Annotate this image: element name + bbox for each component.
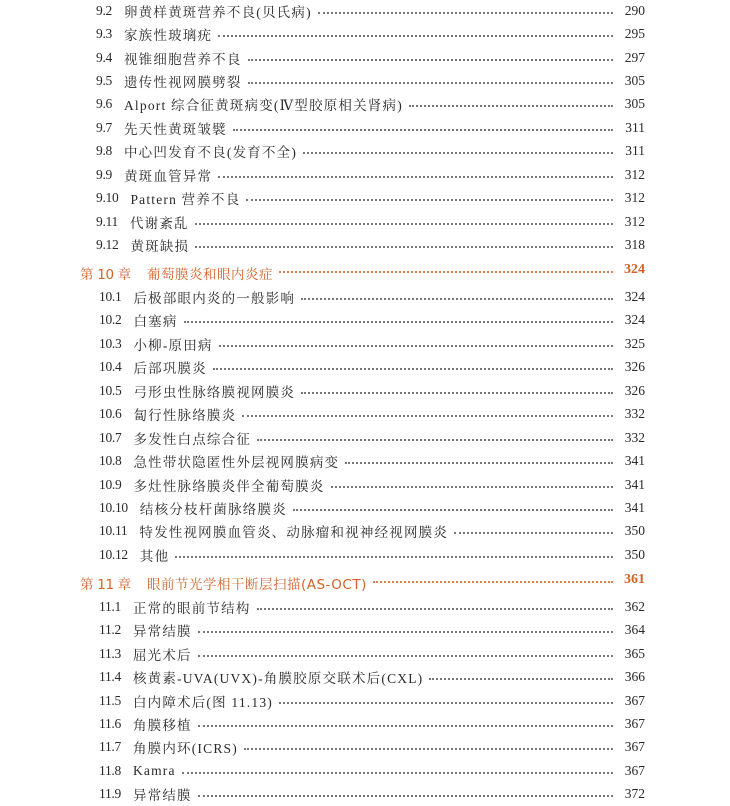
entry-number: 9.3 <box>96 26 112 42</box>
entry-page-number: 312 <box>624 190 645 206</box>
toc-section-entry[interactable] <box>0 712 730 735</box>
entry-page-number: 295 <box>624 26 645 42</box>
entry-page-number: 290 <box>624 2 645 18</box>
toc-chapter-entry[interactable] <box>0 567 730 596</box>
entry-number: 10.6 <box>99 406 122 422</box>
entry-title: Kamra <box>132 762 176 778</box>
entry-title: 眼前节光学相干断层扫描(AS-OCT) <box>146 576 367 593</box>
toc-section-entry[interactable] <box>0 496 730 519</box>
entry-title: 弓形虫性脉络膜视网膜炎 <box>133 384 296 400</box>
entry-title: 白内障术后(图 11.13) <box>132 694 273 710</box>
entry-page-number: 305 <box>624 96 645 112</box>
entry-number: 10.2 <box>99 312 122 328</box>
entry-number: 9.7 <box>96 119 112 135</box>
toc-section-entry[interactable] <box>0 140 730 163</box>
entry-page-number: 325 <box>624 335 645 351</box>
entry-title: 卵黄样黄斑营养不良(贝氏病) <box>123 4 312 20</box>
entry-title: 角膜移植 <box>132 717 192 733</box>
toc-section-entry[interactable] <box>0 163 730 186</box>
dot-leader <box>219 345 613 347</box>
entry-title: 黄斑血管异常 <box>123 168 213 184</box>
toc-section-entry[interactable] <box>0 619 730 642</box>
toc-section-entry[interactable] <box>0 46 730 69</box>
toc-section-entry[interactable] <box>0 187 730 210</box>
entry-number: 11.3 <box>99 645 121 661</box>
dot-leader <box>198 655 613 657</box>
entry-page-number: 326 <box>624 382 645 398</box>
dot-leader <box>454 532 613 534</box>
entry-page-number: 367 <box>624 715 645 731</box>
entry-number: 11.6 <box>99 715 121 731</box>
entry-number: 9.5 <box>96 73 112 89</box>
toc-section-entry[interactable] <box>0 69 730 92</box>
entry-title: 异常结膜 <box>132 788 192 804</box>
entry-number: 11.1 <box>99 598 121 614</box>
entry-title: 屈光术后 <box>132 647 192 663</box>
entry-number: 9.6 <box>96 96 112 112</box>
entry-page-number: 364 <box>624 622 645 638</box>
entry-title: Alport 综合征黄斑病变(Ⅳ型胶原相关肾病) <box>123 98 403 114</box>
toc-section-entry[interactable] <box>0 0 730 22</box>
toc-section-entry[interactable] <box>0 403 730 426</box>
dot-leader <box>198 631 613 633</box>
entry-page-number: 362 <box>624 598 645 614</box>
dot-leader <box>257 608 613 610</box>
entry-number: 10.12 <box>99 546 128 562</box>
dot-leader <box>182 772 613 774</box>
entry-page-number: 332 <box>624 406 645 422</box>
entry-number: 9.2 <box>96 2 112 18</box>
entry-number: 9.10 <box>96 190 119 206</box>
entry-title: 多灶性脉络膜炎伴全葡萄膜炎 <box>133 478 325 494</box>
entry-number: 11.8 <box>99 762 121 778</box>
toc-section-entry[interactable] <box>0 356 730 379</box>
entry-title: 急性带状隐匿性外层视网膜病变 <box>133 455 340 471</box>
entry-number: 第 10 章 <box>80 266 131 283</box>
entry-page-number: 361 <box>624 571 645 587</box>
entry-title: 结核分枝杆菌脉络膜炎 <box>139 501 287 517</box>
dot-leader <box>198 795 613 797</box>
dot-leader <box>233 129 613 131</box>
dot-leader <box>279 271 613 273</box>
entry-number: 10.10 <box>99 499 128 515</box>
entry-title: 葡萄膜炎和眼内炎症 <box>146 266 273 283</box>
entry-title: 黄斑缺损 <box>130 239 190 255</box>
entry-title: 代谢紊乱 <box>129 215 189 231</box>
entry-number: 9.12 <box>96 237 119 253</box>
entry-title: 后部巩膜炎 <box>133 361 207 377</box>
dot-leader <box>331 486 613 488</box>
entry-title: 多发性白点综合征 <box>133 431 252 447</box>
toc-section-entry[interactable] <box>0 22 730 45</box>
entry-number: 11.4 <box>99 669 121 685</box>
toc-section-entry[interactable] <box>0 449 730 472</box>
toc-section-entry[interactable] <box>0 783 730 806</box>
entry-number: 10.8 <box>99 453 122 469</box>
toc-section-entry[interactable] <box>0 426 730 449</box>
toc-section-entry[interactable] <box>0 665 730 688</box>
dot-leader <box>246 199 613 201</box>
entry-number: 9.11 <box>96 213 118 229</box>
toc-section-entry[interactable] <box>0 736 730 759</box>
entry-title: 小柳-原田病 <box>133 337 213 353</box>
entry-title: 家族性玻璃疣 <box>123 28 213 44</box>
entry-title: 其他 <box>139 548 170 564</box>
entry-title: 遗传性视网膜劈裂 <box>123 75 242 91</box>
entry-page-number: 367 <box>624 692 645 708</box>
entry-title: Pattern 营养不良 <box>130 192 241 208</box>
dot-leader <box>373 581 613 583</box>
dot-leader <box>184 321 613 323</box>
toc-section-entry[interactable] <box>0 689 730 712</box>
entry-title: 白塞病 <box>133 314 178 330</box>
dot-leader <box>429 678 613 680</box>
entry-page-number: 372 <box>624 786 645 802</box>
dot-leader <box>301 392 613 394</box>
toc-section-entry[interactable] <box>0 379 730 402</box>
entry-page-number: 326 <box>624 359 645 375</box>
dot-leader <box>279 702 613 704</box>
entry-title: 正常的眼前节结构 <box>132 600 251 616</box>
entry-page-number: 312 <box>624 213 645 229</box>
toc-section-entry[interactable] <box>0 210 730 233</box>
entry-page-number: 367 <box>624 762 645 778</box>
entry-number: 10.4 <box>99 359 122 375</box>
entry-number: 10.9 <box>99 476 122 492</box>
dot-leader <box>195 246 613 248</box>
entry-number: 11.5 <box>99 692 121 708</box>
toc-section-entry[interactable] <box>0 759 730 782</box>
toc-chapter-entry[interactable] <box>0 257 730 286</box>
dot-leader <box>293 509 613 511</box>
toc-section-entry[interactable] <box>0 93 730 116</box>
entry-number: 10.5 <box>99 382 122 398</box>
entry-page-number: 324 <box>624 261 645 277</box>
entry-title: 核黄素-UVA(UVX)-角膜胶原交联术后(CXL) <box>132 671 424 687</box>
toc-section-entry[interactable] <box>0 285 730 308</box>
dot-leader <box>248 82 613 84</box>
dot-leader <box>198 725 613 727</box>
entry-number: 11.2 <box>99 622 121 638</box>
toc-section-entry[interactable] <box>0 309 730 332</box>
dot-leader <box>218 35 613 37</box>
entry-page-number: 350 <box>624 546 645 562</box>
dot-leader <box>218 176 613 178</box>
entry-number: 9.9 <box>96 166 112 182</box>
entry-number: 11.7 <box>99 739 121 755</box>
dot-leader <box>195 223 613 225</box>
entry-page-number: 341 <box>624 476 645 492</box>
entry-number: 第 11 章 <box>80 576 131 593</box>
toc-section-entry[interactable] <box>0 520 730 543</box>
dot-leader <box>242 415 613 417</box>
dot-leader <box>248 59 613 61</box>
dot-leader <box>318 12 613 14</box>
dot-leader <box>257 439 613 441</box>
entry-number: 10.1 <box>99 289 122 305</box>
entry-page-number: 367 <box>624 739 645 755</box>
toc-section-entry[interactable] <box>0 595 730 618</box>
entry-number: 11.9 <box>99 786 121 802</box>
entry-title: 中心凹发育不良(发育不全) <box>123 145 298 161</box>
dot-leader <box>345 462 613 464</box>
entry-page-number: 318 <box>624 237 645 253</box>
entry-number: 10.3 <box>99 335 122 351</box>
toc-section-entry[interactable] <box>0 642 730 665</box>
entry-title: 匐行性脉络膜炎 <box>133 408 237 424</box>
entry-page-number: 311 <box>625 119 645 135</box>
entry-number: 10.7 <box>99 429 122 445</box>
entry-page-number: 324 <box>624 312 645 328</box>
entry-page-number: 350 <box>624 523 645 539</box>
toc-section-entry[interactable] <box>0 543 730 566</box>
entry-page-number: 366 <box>624 669 645 685</box>
entry-title: 视锥细胞营养不良 <box>123 51 242 67</box>
entry-page-number: 297 <box>624 49 645 65</box>
dot-leader <box>301 298 613 300</box>
entry-page-number: 341 <box>624 499 645 515</box>
entry-page-number: 305 <box>624 73 645 89</box>
entry-title: 先天性黄斑皱襞 <box>123 121 227 137</box>
dot-leader <box>175 556 613 558</box>
entry-title: 特发性视网膜血管炎、动脉瘤和视神经视网膜炎 <box>139 525 449 541</box>
dot-leader <box>303 152 613 154</box>
entry-title: 角膜内环(ICRS) <box>132 741 238 757</box>
entry-title: 后极部眼内炎的一般影响 <box>133 291 296 307</box>
toc-section-entry[interactable] <box>0 116 730 139</box>
entry-number: 10.11 <box>99 523 128 539</box>
entry-number: 9.8 <box>96 143 112 159</box>
entry-page-number: 312 <box>624 166 645 182</box>
dot-leader <box>213 368 613 370</box>
dot-leader <box>244 748 613 750</box>
dot-leader <box>409 105 613 107</box>
toc-section-entry[interactable] <box>0 332 730 355</box>
entry-number: 9.4 <box>96 49 112 65</box>
entry-page-number: 324 <box>624 289 645 305</box>
entry-page-number: 332 <box>624 429 645 445</box>
entry-title: 异常结膜 <box>132 624 192 640</box>
toc-section-entry[interactable] <box>0 473 730 496</box>
entry-page-number: 341 <box>624 453 645 469</box>
entry-page-number: 365 <box>624 645 645 661</box>
entry-page-number: 311 <box>625 143 645 159</box>
toc-section-entry[interactable] <box>0 233 730 256</box>
